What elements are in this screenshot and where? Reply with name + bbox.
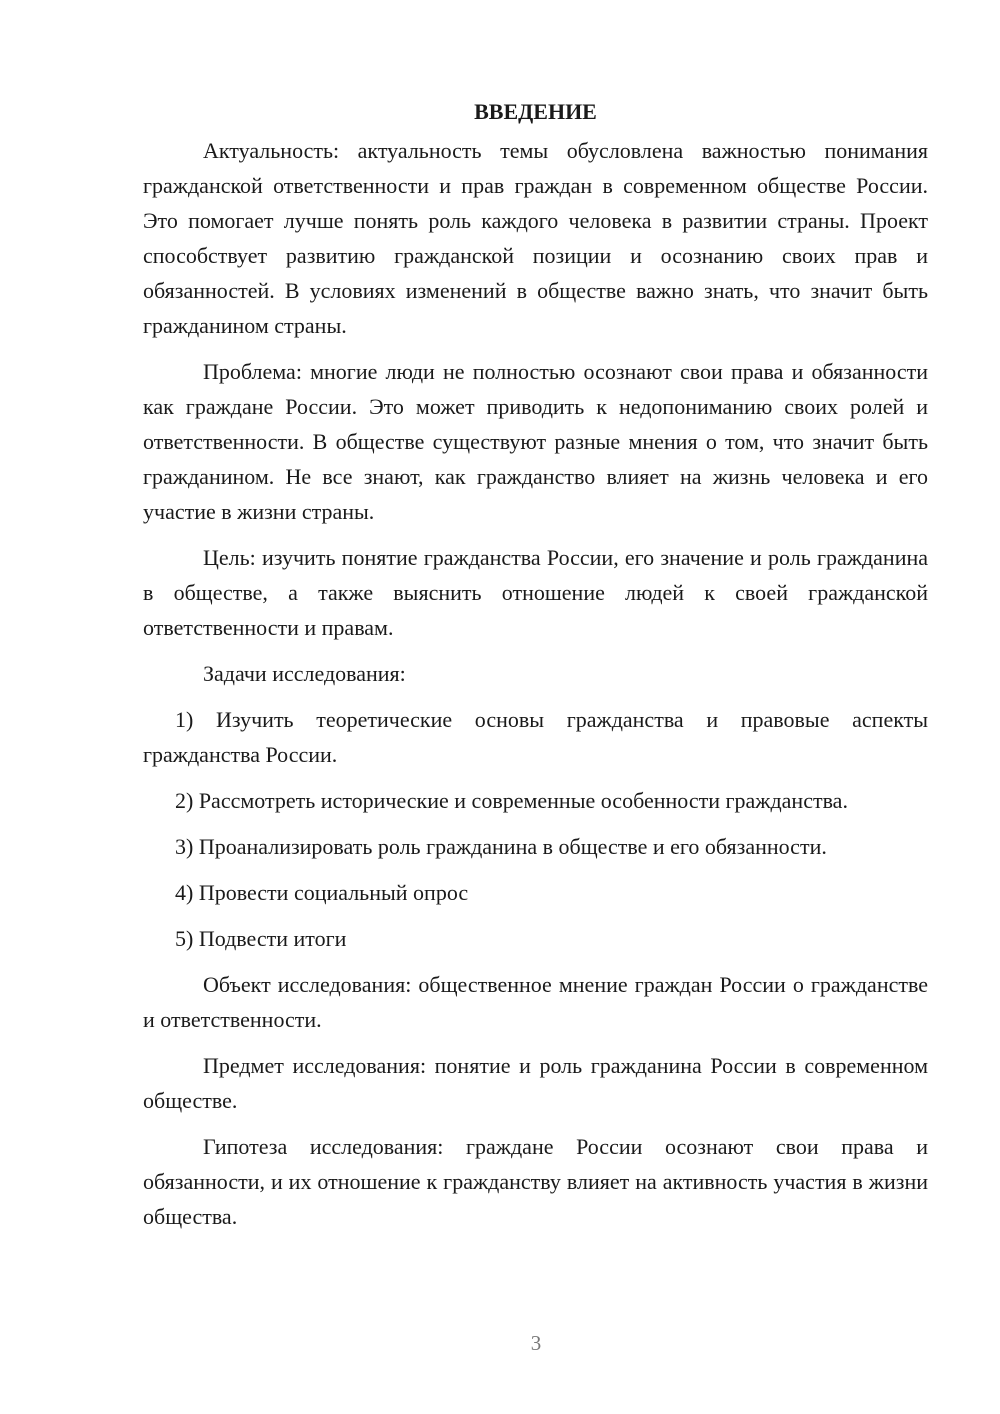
goal-paragraph: Цель: изучить понятие гражданства России, его значение и роль гражданина в обществе, а также выяснить отношение людей к своей гражданской ответственности и правам. [143, 545, 928, 640]
task-item-5: 5) Подвести итоги [175, 926, 347, 951]
task-item-1: 1) Изучить теоретические основы гражданства и правовые аспекты гражданства России. [143, 707, 928, 767]
hypothesis-paragraph: Гипотеза исследования: граждане России осознают свои права и обязанности, и их отношение к гражданству влияет на активность участия в жизни общества. [143, 1134, 928, 1229]
page-number: 3 [530, 1331, 542, 1355]
document-body [143, 94, 928, 1234]
tasks-heading: Задачи исследования: [203, 661, 406, 686]
subject-paragraph: Предмет исследования: понятие и роль гражданина России в современном обществе. [143, 1053, 928, 1113]
task-item-3: 3) Проанализировать роль гражданина в обществе и его обязанности. [175, 834, 827, 859]
page-title: ВВЕДЕНИЕ [474, 99, 597, 124]
task-item-4: 4) Провести социальный опрос [175, 880, 469, 905]
problem-paragraph: Проблема: многие люди не полностью осознают свои права и обязанности как граждане России. Это может приводить к недопониманию своих ролей и ответственности. В обществе существуют разные мнения о том, что значит быть гражданином. Не все знают, как гражданство влияет на жизнь человека и его участие в жизни страны. [143, 359, 928, 524]
object-paragraph: Объект исследования: общественное мнение граждан России о гражданстве и ответственности. [143, 972, 928, 1032]
task-item-2: 2) Рассмотреть исторические и современные особенности гражданства. [175, 788, 848, 813]
actuality-paragraph: Актуальность: актуальность темы обусловлена важностью понимания гражданской ответственности и прав граждан в современном обществе России. Это помогает лучше понять роль каждого человека в развитии страны. Проект способствует развитию гражданской позиции и осознанию своих прав и обязанностей. В условиях изменений в обществе важно знать, что значит быть гражданином страны. [143, 138, 928, 338]
